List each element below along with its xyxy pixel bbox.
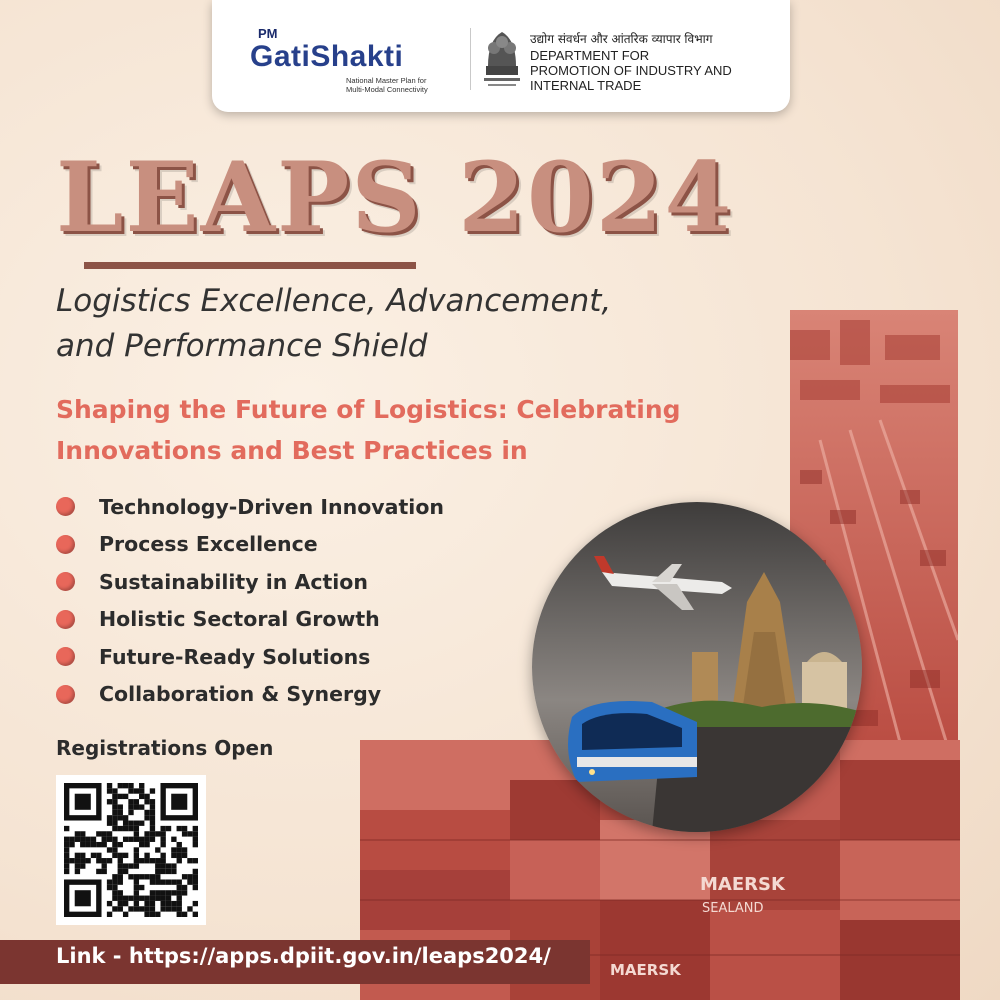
- category-label: Collaboration & Synergy: [99, 682, 382, 707]
- registration-text: Registrations Open: [56, 736, 274, 760]
- category-label: Future-Ready Solutions: [99, 644, 371, 669]
- qr-code[interactable]: [56, 775, 206, 925]
- transport-collage: [532, 502, 862, 832]
- department-line2: PROMOTION OF INDUSTRY AND: [530, 63, 732, 78]
- category-label: Holistic Sectoral Growth: [99, 607, 380, 632]
- svg-text:MAERSK: MAERSK: [700, 874, 785, 895]
- category-list: [56, 488, 444, 713]
- bullet-dot-icon: [56, 535, 75, 554]
- bullet-dot-icon: [56, 685, 75, 704]
- bullet-dot-icon: [56, 497, 75, 516]
- subtitle-line1: Logistics Excellence, Advancement,: [56, 283, 612, 319]
- category-item: [56, 601, 444, 639]
- gatishakti-sub-line2: Multi-Modal Connectivity: [346, 85, 428, 94]
- svg-text:SEALAND: SEALAND: [702, 901, 764, 916]
- bullet-dot-icon: [56, 647, 75, 666]
- category-item: [56, 676, 444, 714]
- registration-link[interactable]: Link - https://apps.dpiit.gov.in/leaps2024/: [56, 944, 551, 968]
- national-emblem-icon: [480, 26, 524, 94]
- category-item: [56, 563, 444, 601]
- svg-text:MAERSK: MAERSK: [610, 961, 681, 979]
- subtitle-line2: and Performance Shield: [56, 328, 428, 364]
- title-underline: [84, 262, 416, 269]
- header-logos: [212, 0, 790, 112]
- category-item: [56, 526, 444, 564]
- header-divider: [470, 28, 471, 90]
- gatishakti-sub-line1: National Master Plan for: [346, 76, 427, 85]
- gatishakti-pm: PM: [258, 26, 278, 41]
- tagline-line2: Innovations and Best Practices in: [56, 436, 528, 465]
- department-line1: DEPARTMENT FOR: [530, 48, 650, 63]
- tagline-line1: Shaping the Future of Logistics: Celebrating: [56, 395, 681, 424]
- department-hindi: उद्योग संवर्धन और आंतरिक व्यापार विभाग: [530, 32, 713, 46]
- category-label: Technology-Driven Innovation: [99, 494, 444, 519]
- gatishakti-logo: [250, 26, 440, 96]
- event-title: LEAPS 2024: [56, 141, 734, 254]
- category-item: [56, 638, 444, 676]
- category-label: Sustainability in Action: [99, 569, 368, 594]
- bullet-dot-icon: [56, 610, 75, 629]
- category-label: Process Excellence: [99, 532, 318, 557]
- department-line3: INTERNAL TRADE: [530, 78, 642, 93]
- bullet-dot-icon: [56, 572, 75, 591]
- category-item: [56, 488, 444, 526]
- gatishakti-name: GatiShakti: [250, 40, 404, 73]
